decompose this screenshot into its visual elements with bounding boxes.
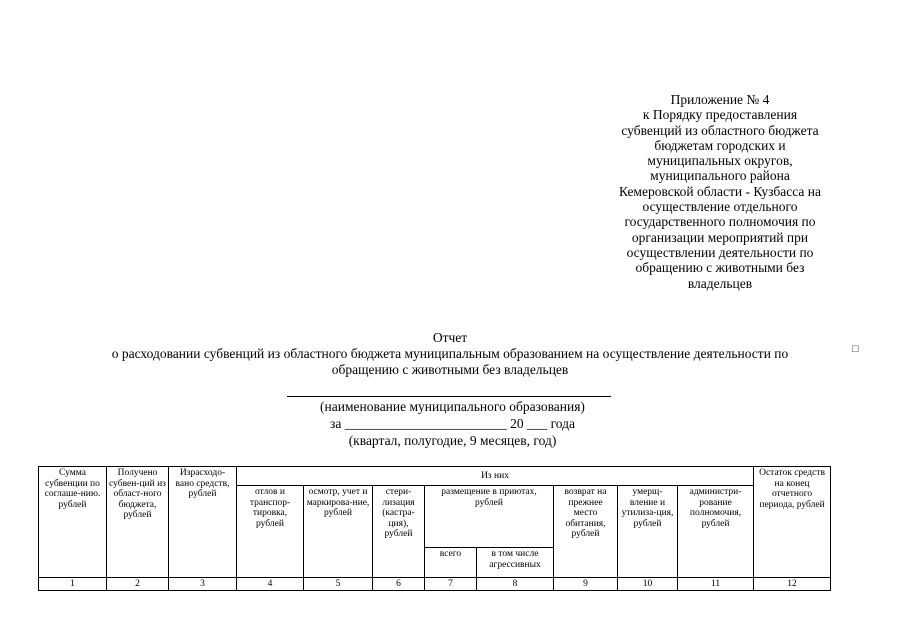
municipality-caption: (наименование муниципального образования): [320, 399, 585, 414]
appendix-line: государственного полномочия по: [624, 214, 816, 230]
appendix-header: [596, 92, 844, 291]
appendix-line: субвенций из областного бюджета: [621, 122, 819, 138]
column-number: 9: [554, 578, 618, 591]
appendix-line: владельцев: [687, 275, 753, 291]
column-numbers-row: [39, 578, 831, 591]
edge-mark: □: [852, 343, 859, 355]
header-shelter-total: всего: [425, 548, 477, 578]
header-shelter: размещение в приютах, рублей: [425, 486, 554, 548]
header-inspection: осмотр, учет и маркирова-ние, рублей: [304, 486, 373, 578]
appendix-line: обращению с животными без: [635, 260, 805, 276]
report-table: [38, 466, 831, 591]
column-number: 1: [39, 578, 107, 591]
column-number: 10: [618, 578, 678, 591]
appendix-line: муниципального района: [650, 168, 790, 184]
column-number: 12: [754, 578, 831, 591]
header-capture: отлов и транспор-тировка, рублей: [237, 486, 304, 578]
appendix-line: муниципальных округов,: [647, 153, 793, 169]
appendix-line: осуществлении деятельности по: [626, 244, 814, 260]
appendix-line: Приложение № 4: [670, 92, 770, 107]
column-number: 3: [169, 578, 237, 591]
column-number: 5: [304, 578, 373, 591]
header-received: Получено субвен-ций из област-ного бюджета, рублей: [107, 467, 169, 578]
header-euthanasia: умерщ-вление и утилиза-ция, рублей: [618, 486, 678, 578]
appendix-line: Кемеровской области - Кузбасса на: [618, 183, 822, 199]
report-subtitle-line2: обращению с животными без владельцев: [331, 362, 569, 377]
appendix-line: осуществление отдельного: [642, 199, 798, 215]
appendix-line: бюджетам городских и: [654, 137, 786, 153]
column-number: 2: [107, 578, 169, 591]
report-subtitle-line1: о расходовании субвенций из областного бюджета муниципальным образованием на осуществление деятельности по: [111, 346, 789, 361]
column-number: 4: [237, 578, 304, 591]
header-shelter-aggressive: в том числе агрессивных: [477, 548, 554, 578]
period-caption: (квартал, полугодие, 9 месяцев, год): [348, 433, 557, 448]
header-balance: Остаток средств на конец отчетного периода, рублей: [754, 467, 831, 578]
municipality-underline: [287, 396, 611, 397]
period-line: за ________________________ 20 ___ года: [330, 416, 575, 431]
report-title-block: [40, 330, 860, 378]
column-number: 11: [678, 578, 754, 591]
header-of-which: Из них: [237, 467, 754, 486]
column-number: 7: [425, 578, 477, 591]
header-sterilization: стери-лизация (кастра-ция), рублей: [373, 486, 425, 578]
header-spent: Израсходо-вано средств, рублей: [169, 467, 237, 578]
column-number: 6: [373, 578, 425, 591]
appendix-line: организации мероприятий при: [631, 229, 809, 245]
appendix-line: к Порядку предоставления: [642, 107, 798, 123]
column-number: 8: [477, 578, 554, 591]
header-return: возврат на прежнее место обитания, рублей: [554, 486, 618, 578]
header-administration: администри-рование полномочия, рублей: [678, 486, 754, 578]
header-subsidy-sum: Сумма субвенции по соглаше-нию. рублей: [39, 467, 107, 578]
report-title: Отчет: [432, 330, 468, 345]
